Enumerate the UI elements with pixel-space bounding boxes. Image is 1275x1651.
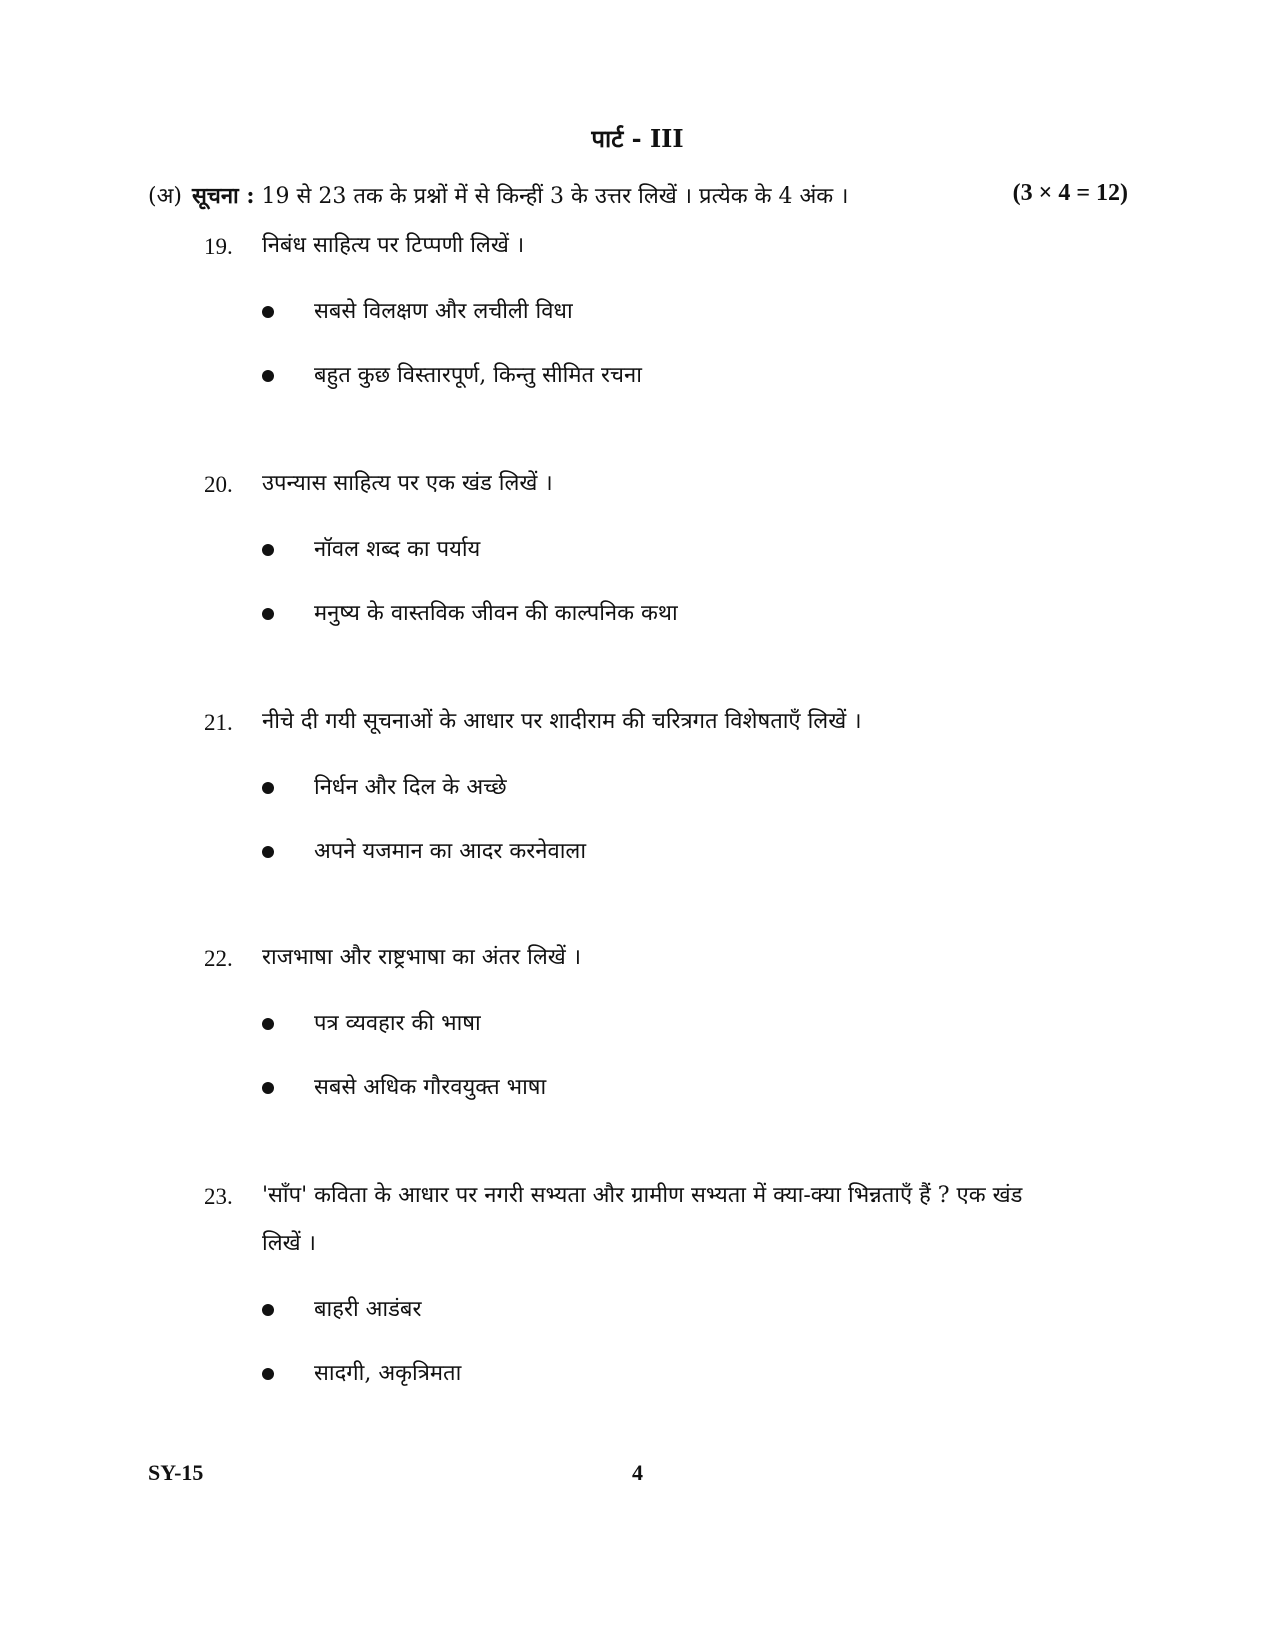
question-number: 20. bbox=[204, 472, 233, 497]
hint-item: नॉवल शब्द का पर्याय bbox=[204, 530, 1104, 594]
question-20 bbox=[204, 472, 1104, 658]
hint-item: सबसे विलक्षण और लचीली विधा bbox=[204, 292, 1104, 356]
question-text: नीचे दी गयी सूचनाओं के आधार पर शादीराम की चरित्रगत विशेषताएँ लिखें । bbox=[262, 709, 862, 734]
question-22 bbox=[204, 946, 1104, 1132]
marks-scheme: (3 × 4 = 12) bbox=[1012, 180, 1128, 206]
bullet-icon bbox=[262, 544, 274, 556]
hint-item: सादगी, अकृत्रिमता bbox=[204, 1354, 1064, 1418]
hint-list bbox=[204, 1004, 1104, 1132]
hint-item: पत्र व्यवहार की भाषा bbox=[204, 1004, 1104, 1068]
question-number: 19. bbox=[204, 234, 233, 259]
bullet-icon bbox=[262, 782, 274, 794]
hint-list bbox=[204, 768, 1104, 896]
instruction-label: सूचना : bbox=[191, 183, 255, 209]
section-marker: (अ) bbox=[148, 184, 182, 209]
bullet-icon bbox=[262, 1018, 274, 1030]
bullet-icon bbox=[262, 1368, 274, 1380]
question-number: 21. bbox=[204, 710, 233, 735]
bullet-icon bbox=[262, 846, 274, 858]
hint-list bbox=[204, 1290, 1064, 1418]
hint-item: मनुष्य के वास्तविक जीवन की काल्पनिक कथा bbox=[204, 594, 1104, 658]
question-23 bbox=[204, 1184, 1064, 1418]
hint-item: बाहरी आडंबर bbox=[204, 1290, 1064, 1354]
hint-item: निर्धन और दिल के अच्छे bbox=[204, 768, 1104, 832]
question-text: 'साँप' कविता के आधार पर नगरी सभ्यता और ग्रामीण सभ्यता में क्या-क्या भिन्नताएँ हैं ? एक खंड लिखें । bbox=[262, 1183, 1023, 1256]
hint-item: बहुत कुछ विस्तारपूर्ण, किन्तु सीमित रचना bbox=[204, 356, 1104, 420]
paper-code: SY-15 bbox=[148, 1460, 204, 1485]
hint-item: अपने यजमान का आदर करनेवाला bbox=[204, 832, 1104, 896]
question-text: राजभाषा और राष्ट्रभाषा का अंतर लिखें । bbox=[262, 945, 582, 970]
instruction-line bbox=[148, 180, 1128, 210]
hint-item: सबसे अधिक गौरवयुक्त भाषा bbox=[204, 1068, 1104, 1132]
bullet-icon bbox=[262, 608, 274, 620]
question-19 bbox=[204, 234, 1104, 420]
question-text: निबंध साहित्य पर टिप्पणी लिखें । bbox=[262, 233, 525, 258]
question-number: 22. bbox=[204, 946, 233, 971]
question-21 bbox=[204, 710, 1104, 896]
bullet-icon bbox=[262, 306, 274, 318]
hint-list bbox=[204, 292, 1104, 420]
instruction-text: 19 से 23 तक के प्रश्नों में से किन्हीं 3 के उत्तर लिखें । प्रत्येक के 4 अंक । bbox=[254, 184, 849, 209]
page-number: 4 bbox=[632, 1460, 643, 1485]
question-text: उपन्यास साहित्य पर एक खंड लिखें । bbox=[262, 471, 553, 496]
bullet-icon bbox=[262, 370, 274, 382]
bullet-icon bbox=[262, 1082, 274, 1094]
question-number: 23. bbox=[204, 1184, 233, 1209]
hint-list bbox=[204, 530, 1104, 658]
bullet-icon bbox=[262, 1304, 274, 1316]
part-title: पार्ट - III bbox=[591, 124, 684, 153]
